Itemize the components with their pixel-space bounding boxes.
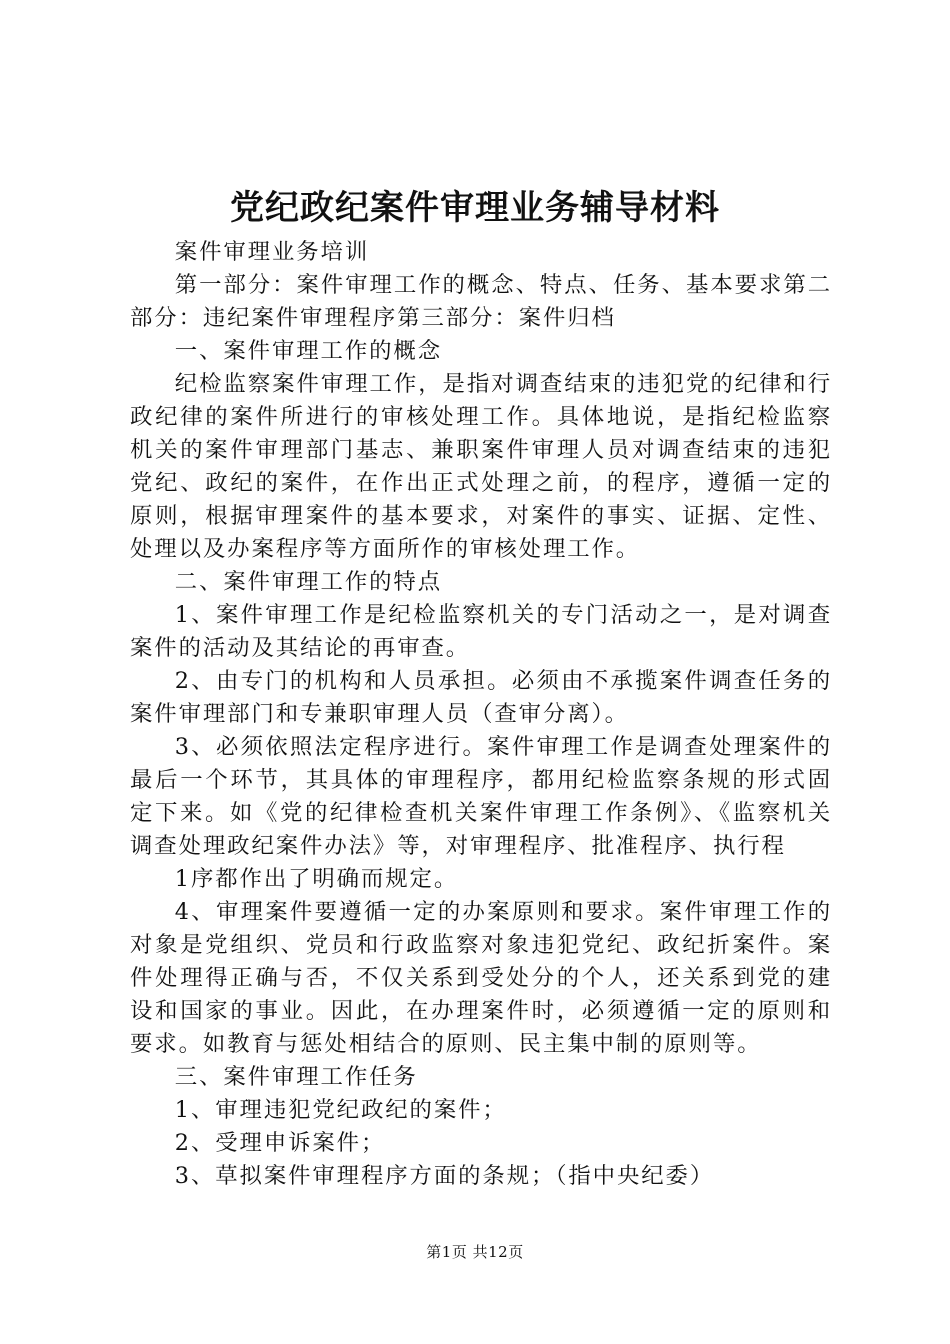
paragraph-feature-3-continued: 1序都作出了明确而规定。 [174, 866, 459, 892]
paragraph-task-3: 3、草拟案件审理程序方面的条规；（指中央纪委） [174, 1163, 715, 1189]
paragraph-feature-3: 3、必须依照法定程序进行。案件审理工作是调查处理案件的最后一个环节，其具体的审理程序，都用纪检监察条规的形式固定下来。如《党的纪律检查机关案件审理工作条例》、《监察机关调查处理政纪案件办法》等，对审理程序、批准程序、执行程 [130, 734, 832, 859]
page-footer: 第1页 共12页 [426, 1243, 524, 1261]
section-heading-concept: 一、案件审理工作的概念 [174, 338, 442, 364]
section-heading-tasks: 三、案件审理工作任务 [174, 1064, 418, 1090]
paragraph-task-1: 1、审理违犯党纪政纪的案件； [174, 1097, 507, 1123]
paragraph-feature-1: 1、案件审理工作是纪检监察机关的专门活动之一，是对调查案件的活动及其结论的再审查。 [130, 602, 832, 661]
paragraph-concept: 纪检监察案件审理工作，是指对调查结束的违犯党的纪律和行政纪律的案件所进行的审核处理工作。具体地说，是指纪检监察机关的案件审理部门基志、兼职案件审理人员对调查结束的违犯党纪、政纪的案件，在作出正式处理之前，的程序，遵循一定的原则，根据审理案件的基本要求，对案件的事实、证据、定性、处理以及办案程序等方面所作的审核处理工作。 [130, 371, 832, 562]
document-title: 党纪政纪案件审理业务辅导材料 [230, 188, 720, 228]
document-body [130, 236, 832, 1193]
section-heading-features: 二、案件审理工作的特点 [174, 569, 442, 595]
paragraph-feature-2: 2、由专门的机构和人员承担。必须由不承揽案件调查任务的案件审理部门和专兼职审理人员（查审分离）。 [130, 668, 832, 727]
paragraph-outline: 第一部分：案件审理工作的概念、特点、任务、基本要求第二部分：违纪案件审理程序第三部分：案件归档 [130, 272, 832, 331]
paragraph-task-2: 2、受理申诉案件； [174, 1130, 386, 1156]
paragraph-training-title: 案件审理业务培训 [174, 239, 370, 265]
paragraph-feature-4: 4、审理案件要遵循一定的办案原则和要求。案件审理工作的对象是党组织、党员和行政监察对象违犯党纪、政纪折案件。案件处理得正确与否，不仅关系到受处分的个人，还关系到党的建设和国家的事业。因此，在办理案件时，必须遵循一定的原则和要求。如教育与惩处相结合的原则、民主集中制的原则等。 [130, 899, 832, 1057]
